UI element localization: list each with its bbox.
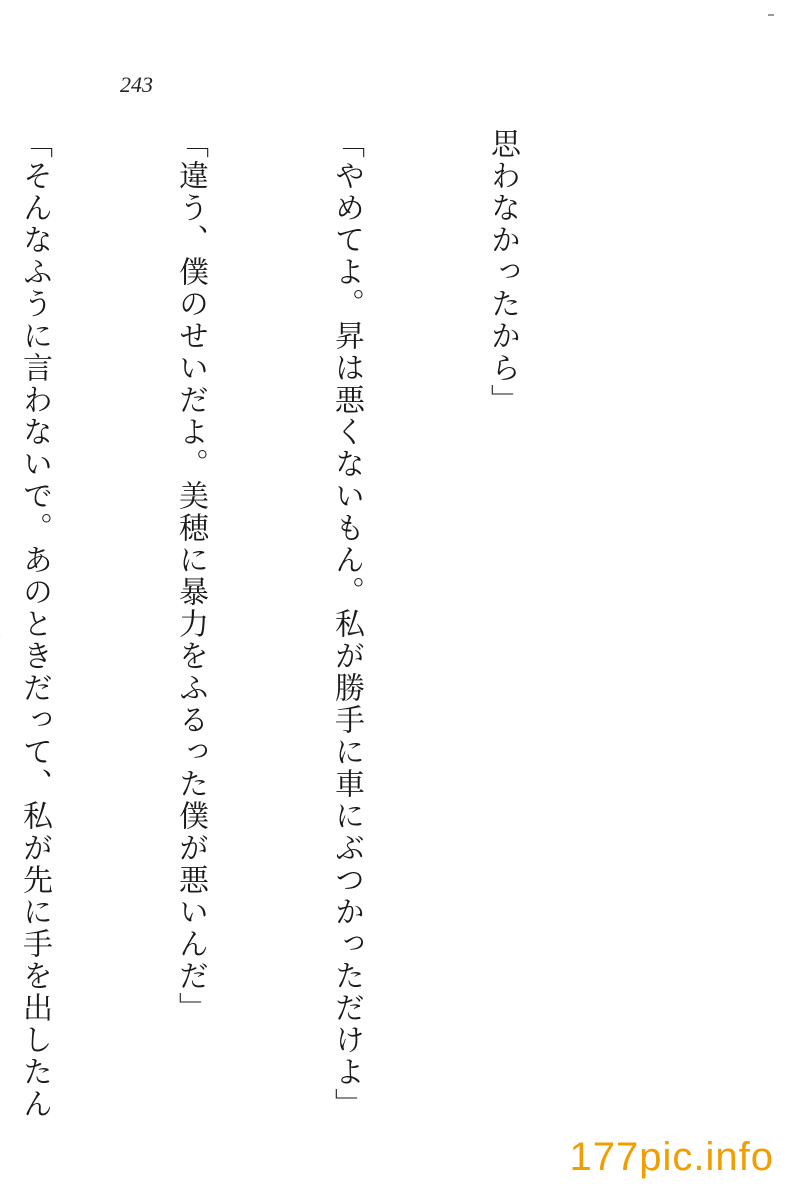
novel-body-text <box>0 128 632 1128</box>
paragraph-1: 思わなかったから」 <box>485 128 520 416</box>
watermark-text: 177pic.info <box>562 1133 782 1182</box>
page-number: 243 <box>120 72 153 97</box>
paragraph-3: 「違う、僕のせいだよ。美穂に暴力をふるった僕が悪いんだ」 <box>173 128 208 1024</box>
scan-mark <box>768 14 774 16</box>
paragraph-2: 「やめてよ。昇は悪くないもん。私が勝手に車にぶつかっただけよ」 <box>329 128 364 1120</box>
paragraph-4: 「そんなふうに言わないで。あのときだって、私が先に手を出したん <box>17 128 52 1120</box>
